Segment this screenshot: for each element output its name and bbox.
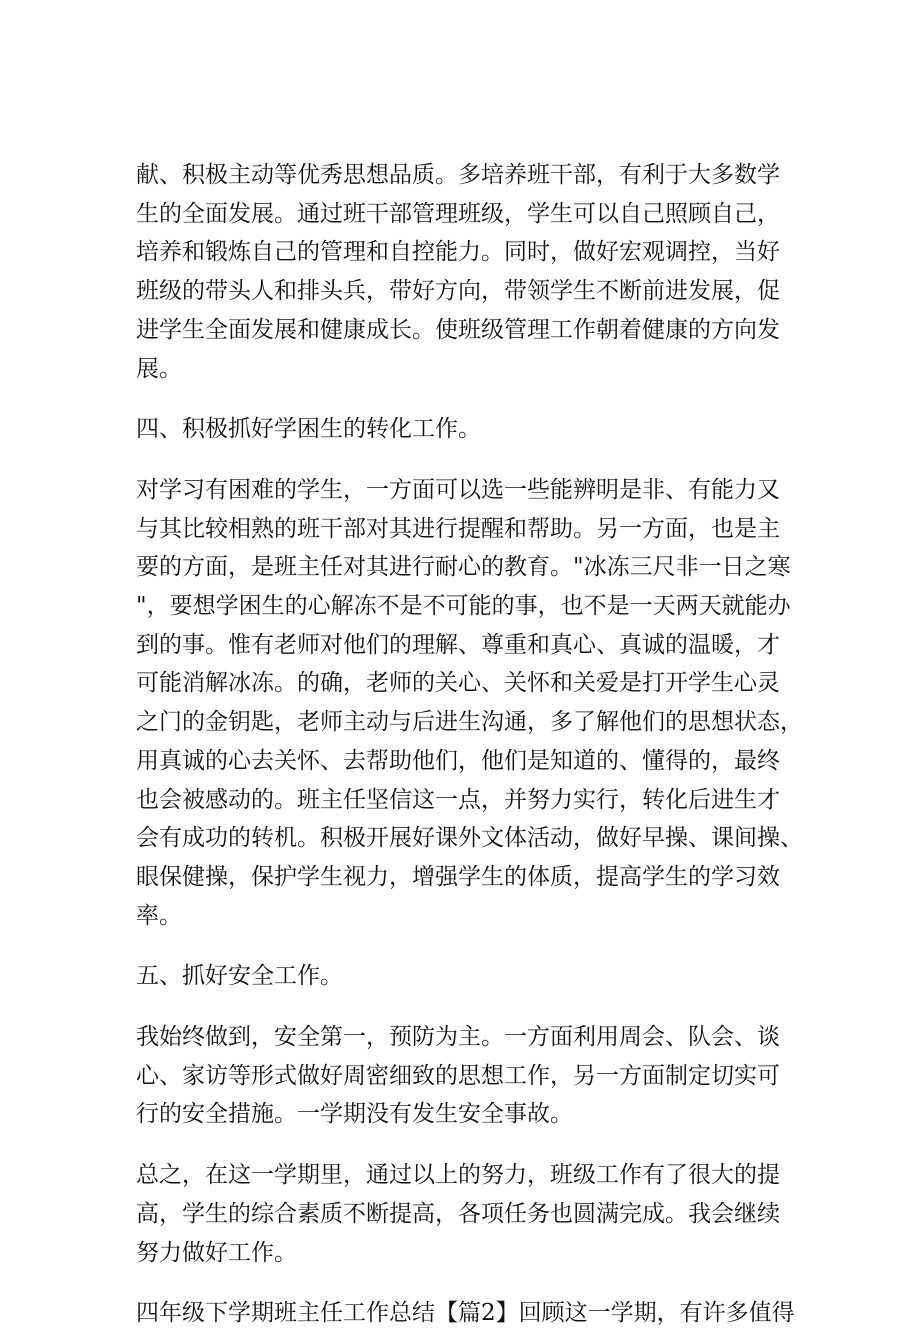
- paragraph-line: 四年级下学期班主任工作总结【篇2】回顾这一学期，有许多值得: [136, 1300, 795, 1327]
- paragraph-line: 与其比较相熟的班干部对其进行提醒和帮助。另一方面，也是主: [136, 515, 780, 542]
- paragraph-line: 会有成功的转机。积极开展好课外文体活动，做好早操、课间操、: [136, 825, 803, 852]
- paragraph-line: 四、积极抓好学困生的转化工作。: [136, 416, 481, 443]
- paragraph-line: 用真诚的心去关怀、去帮助他们，他们是知道的、懂得的，最终: [136, 747, 780, 774]
- paragraph-line: 展。: [136, 355, 182, 382]
- paragraph-line: 总之，在这一学期里，通过以上的努力，班级工作有了很大的提: [136, 1162, 780, 1189]
- paragraph-line: 率。: [136, 902, 182, 929]
- paragraph-line: "，要想学困生的心解冻不是不可能的事，也不是一天两天就能办: [136, 593, 791, 620]
- paragraph-line: 进学生全面发展和健康成长。使班级管理工作朝着健康的方向发: [136, 316, 780, 343]
- paragraph-line: 我始终做到，安全第一，预防为主。一方面利用周会、队会、谈: [136, 1024, 780, 1051]
- paragraph-line: 五、抓好安全工作。: [136, 963, 343, 990]
- document-paragraph: [136, 156, 790, 388]
- paragraph-line: 班级的带头人和排头兵，带好方向，带领学生不断前进发展，促: [136, 278, 780, 305]
- paragraph-line: 行的安全措施。一学期没有发生安全事故。: [136, 1101, 573, 1128]
- paragraph-line: 之门的金钥匙，老师主动与后进生沟通，多了解他们的思想状态，: [136, 709, 803, 736]
- paragraph-line: 可能消解冰冻。的确，老师的关心、关怀和关爱是打开学生心灵: [136, 670, 780, 697]
- document-paragraph: [136, 1294, 795, 1333]
- document-paragraph: [136, 410, 790, 449]
- paragraph-line: 到的事。惟有老师对他们的理解、尊重和真心、真诚的温暖，才: [136, 631, 780, 658]
- document-body: [136, 156, 803, 1333]
- paragraph-line: 心、家访等形式做好周密细致的思想工作，另一方面制定切实可: [136, 1062, 780, 1089]
- paragraph-line: 生的全面发展。通过班干部管理班级，学生可以自己照顾自己，: [136, 200, 780, 227]
- paragraph-line: 高，学生的综合素质不断提高，各项任务也圆满完成。我会继续: [136, 1200, 780, 1227]
- paragraph-line: 也会被感动的。班主任坚信这一点，并努力实行，转化后进生才: [136, 786, 780, 813]
- document-paragraph: [136, 1018, 790, 1134]
- paragraph-line: 要的方面，是班主任对其进行耐心的教育。"冰冻三尺非一日之寒: [136, 554, 791, 581]
- paragraph-line: 培养和锻炼自己的管理和自控能力。同时，做好宏观调控，当好: [136, 239, 780, 266]
- document-paragraph: [136, 1156, 790, 1272]
- document-paragraph: [136, 471, 803, 935]
- paragraph-line: 献、积极主动等优秀思想品质。多培养班干部，有利于大多数学: [136, 162, 780, 188]
- paragraph-line: 对学习有困难的学生，一方面可以选一些能辨明是非、有能力又: [136, 476, 780, 503]
- paragraph-line: 努力做好工作。: [136, 1239, 297, 1266]
- document-paragraph: [136, 957, 790, 996]
- paragraph-line: 眼保健操，保护学生视力，增强学生的体质，提高学生的学习效: [136, 863, 780, 890]
